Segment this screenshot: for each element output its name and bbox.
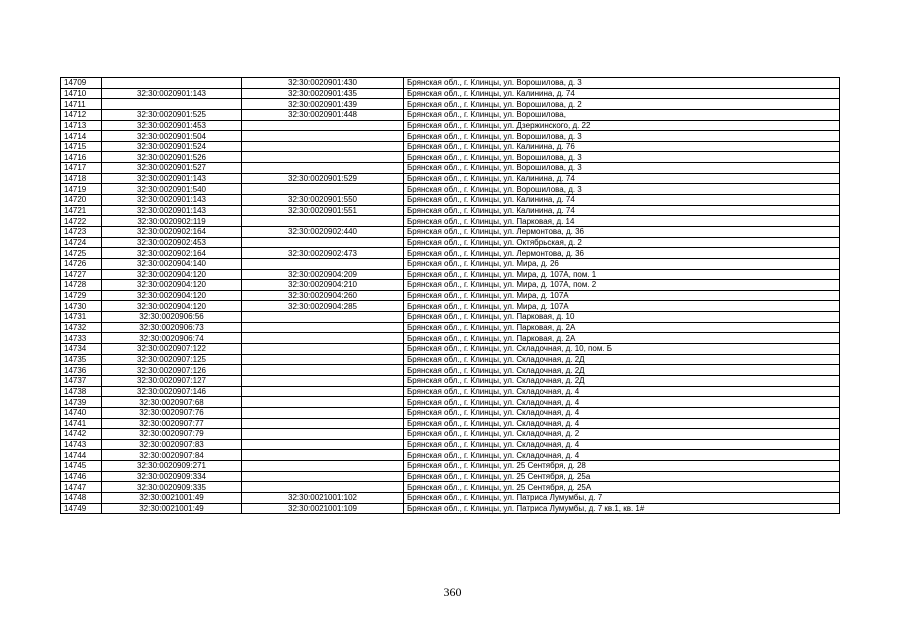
table-row: [61, 375, 840, 386]
row-number-cell: 14709: [61, 78, 102, 89]
cadastral-number-cell: 32:30:0020904:209: [242, 269, 404, 280]
cadastral-number-cell: [242, 141, 404, 152]
cadastral-number-cell: 32:30:0020901:550: [242, 195, 404, 206]
table-row: [61, 88, 840, 99]
address-cell: Брянская обл., г. Клинцы, ул. Парковая, д. 14: [404, 216, 840, 227]
cadastral-number-cell: [242, 429, 404, 440]
cadastral-number-cell: 32:30:0021001:102: [242, 492, 404, 503]
parent-cadastral-number-cell: 32:30:0020907:127: [102, 375, 242, 386]
cadastral-number-cell: [242, 482, 404, 493]
cadastral-number-cell: [242, 152, 404, 163]
address-cell: Брянская обл., г. Клинцы, ул. Парковая, д. 2А: [404, 322, 840, 333]
cadastral-number-cell: [242, 131, 404, 142]
parent-cadastral-number-cell: 32:30:0020907:122: [102, 344, 242, 355]
table-row: [61, 216, 840, 227]
parent-cadastral-number-cell: 32:30:0020907:125: [102, 354, 242, 365]
address-cell: Брянская обл., г. Клинцы, ул. 25 Сентября, д. 25а: [404, 471, 840, 482]
registry-table: [60, 77, 840, 514]
address-cell: Брянская обл., г. Клинцы, ул. Мира, д. 107А: [404, 290, 840, 301]
cadastral-number-cell: [242, 163, 404, 174]
table-row: [61, 78, 840, 89]
row-number-cell: 14735: [61, 354, 102, 365]
cadastral-number-cell: [242, 407, 404, 418]
parent-cadastral-number-cell: 32:30:0020902:453: [102, 237, 242, 248]
table-row: [61, 120, 840, 131]
parent-cadastral-number-cell: 32:30:0020901:526: [102, 152, 242, 163]
address-cell: Брянская обл., г. Клинцы, ул. Складочная, д. 2Д: [404, 365, 840, 376]
registry-table-body: [61, 78, 840, 514]
row-number-cell: 14732: [61, 322, 102, 333]
row-number-cell: 14738: [61, 386, 102, 397]
row-number-cell: 14727: [61, 269, 102, 280]
parent-cadastral-number-cell: 32:30:0020907:68: [102, 397, 242, 408]
table-row: [61, 439, 840, 450]
address-cell: Брянская обл., г. Клинцы, ул. Складочная, д. 4: [404, 397, 840, 408]
table-row: [61, 503, 840, 514]
cadastral-number-cell: 32:30:0020901:551: [242, 205, 404, 216]
address-cell: Брянская обл., г. Клинцы, ул. Калинина, д. 74: [404, 173, 840, 184]
table-row: [61, 354, 840, 365]
row-number-cell: 14714: [61, 131, 102, 142]
cadastral-number-cell: 32:30:0020904:210: [242, 280, 404, 291]
row-number-cell: 14745: [61, 461, 102, 472]
parent-cadastral-number-cell: 32:30:0020902:164: [102, 226, 242, 237]
cadastral-number-cell: 32:30:0020902:473: [242, 248, 404, 259]
parent-cadastral-number-cell: 32:30:0020907:83: [102, 439, 242, 450]
address-cell: Брянская обл., г. Клинцы, ул. Ворошилова, д. 3: [404, 131, 840, 142]
row-number-cell: 14710: [61, 88, 102, 99]
table-row: [61, 471, 840, 482]
parent-cadastral-number-cell: 32:30:0020909:335: [102, 482, 242, 493]
parent-cadastral-number-cell: 32:30:0020906:74: [102, 333, 242, 344]
address-cell: Брянская обл., г. Клинцы, ул. Калинина, д. 74: [404, 195, 840, 206]
row-number-cell: 14743: [61, 439, 102, 450]
parent-cadastral-number-cell: 32:30:0020901:540: [102, 184, 242, 195]
address-cell: Брянская обл., г. Клинцы, ул. Ворошилова, д. 3: [404, 78, 840, 89]
row-number-cell: 14724: [61, 237, 102, 248]
cadastral-number-cell: [242, 461, 404, 472]
address-cell: Брянская обл., г. Клинцы, ул. Калинина, д. 76: [404, 141, 840, 152]
table-row: [61, 407, 840, 418]
cadastral-number-cell: [242, 322, 404, 333]
table-row: [61, 248, 840, 259]
cadastral-number-cell: [242, 418, 404, 429]
table-row: [61, 397, 840, 408]
address-cell: Брянская обл., г. Клинцы, ул. Лермонтова, д. 36: [404, 248, 840, 259]
address-cell: Брянская обл., г. Клинцы, ул. Ворошилова,: [404, 109, 840, 120]
parent-cadastral-number-cell: 32:30:0020901:453: [102, 120, 242, 131]
parent-cadastral-number-cell: 32:30:0020901:143: [102, 88, 242, 99]
parent-cadastral-number-cell: [102, 99, 242, 110]
address-cell: Брянская обл., г. Клинцы, ул. Складочная, д. 2Д: [404, 375, 840, 386]
row-number-cell: 14742: [61, 429, 102, 440]
cadastral-number-cell: [242, 450, 404, 461]
row-number-cell: 14725: [61, 248, 102, 259]
row-number-cell: 14717: [61, 163, 102, 174]
table-row: [61, 482, 840, 493]
table-row: [61, 322, 840, 333]
parent-cadastral-number-cell: 32:30:0021001:49: [102, 492, 242, 503]
cadastral-number-cell: 32:30:0020902:440: [242, 226, 404, 237]
parent-cadastral-number-cell: 32:30:0020904:140: [102, 258, 242, 269]
row-number-cell: 14747: [61, 482, 102, 493]
cadastral-number-cell: 32:30:0020901:430: [242, 78, 404, 89]
table-row: [61, 184, 840, 195]
parent-cadastral-number-cell: 32:30:0020907:79: [102, 429, 242, 440]
cadastral-number-cell: [242, 344, 404, 355]
parent-cadastral-number-cell: 32:30:0020906:73: [102, 322, 242, 333]
parent-cadastral-number-cell: 32:30:0020901:527: [102, 163, 242, 174]
parent-cadastral-number-cell: 32:30:0020902:119: [102, 216, 242, 227]
parent-cadastral-number-cell: 32:30:0020907:77: [102, 418, 242, 429]
parent-cadastral-number-cell: 32:30:0020906:56: [102, 312, 242, 323]
parent-cadastral-number-cell: 32:30:0020901:504: [102, 131, 242, 142]
address-cell: Брянская обл., г. Клинцы, ул. Калинина, д. 74: [404, 205, 840, 216]
parent-cadastral-number-cell: 32:30:0020907:84: [102, 450, 242, 461]
address-cell: Брянская обл., г. Клинцы, ул. Ворошилова, д. 2: [404, 99, 840, 110]
cadastral-number-cell: 32:30:0020901:529: [242, 173, 404, 184]
row-number-cell: 14730: [61, 301, 102, 312]
row-number-cell: 14728: [61, 280, 102, 291]
address-cell: Брянская обл., г. Клинцы, ул. Складочная, д. 4: [404, 439, 840, 450]
row-number-cell: 14744: [61, 450, 102, 461]
table-row: [61, 109, 840, 120]
cadastral-number-cell: [242, 258, 404, 269]
cadastral-number-cell: [242, 397, 404, 408]
cadastral-number-cell: [242, 312, 404, 323]
address-cell: Брянская обл., г. Клинцы, ул. Мира, д. 107А: [404, 301, 840, 312]
table-row: [61, 195, 840, 206]
row-number-cell: 14723: [61, 226, 102, 237]
address-cell: Брянская обл., г. Клинцы, ул. Складочная, д. 4: [404, 407, 840, 418]
address-cell: Брянская обл., г. Клинцы, ул. Дзержинского, д. 22: [404, 120, 840, 131]
row-number-cell: 14749: [61, 503, 102, 514]
row-number-cell: 14712: [61, 109, 102, 120]
parent-cadastral-number-cell: [102, 78, 242, 89]
table-row: [61, 152, 840, 163]
address-cell: Брянская обл., г. Клинцы, ул. Складочная, д. 10, пом. Б: [404, 344, 840, 355]
row-number-cell: 14721: [61, 205, 102, 216]
row-number-cell: 14729: [61, 290, 102, 301]
address-cell: Брянская обл., г. Клинцы, ул. Октябрьская, д. 2: [404, 237, 840, 248]
row-number-cell: 14736: [61, 365, 102, 376]
table-row: [61, 344, 840, 355]
table-row: [61, 131, 840, 142]
row-number-cell: 14734: [61, 344, 102, 355]
address-cell: Брянская обл., г. Клинцы, ул. Патриса Лумумбы, д. 7 кв.1, кв. 1#: [404, 503, 840, 514]
row-number-cell: 14715: [61, 141, 102, 152]
row-number-cell: 14733: [61, 333, 102, 344]
parent-cadastral-number-cell: 32:30:0020904:120: [102, 280, 242, 291]
parent-cadastral-number-cell: 32:30:0020904:120: [102, 269, 242, 280]
parent-cadastral-number-cell: 32:30:0020901:525: [102, 109, 242, 120]
address-cell: Брянская обл., г. Клинцы, ул. Парковая, д. 10: [404, 312, 840, 323]
parent-cadastral-number-cell: 32:30:0020909:334: [102, 471, 242, 482]
table-row: [61, 492, 840, 503]
row-number-cell: 14716: [61, 152, 102, 163]
table-row: [61, 312, 840, 323]
cadastral-number-cell: [242, 439, 404, 450]
parent-cadastral-number-cell: 32:30:0020904:120: [102, 290, 242, 301]
address-cell: Брянская обл., г. Клинцы, ул. 25 Сентября, д. 28: [404, 461, 840, 472]
address-cell: Брянская обл., г. Клинцы, ул. Мира, д. 26: [404, 258, 840, 269]
address-cell: Брянская обл., г. Клинцы, ул. Калинина, д. 74: [404, 88, 840, 99]
row-number-cell: 14741: [61, 418, 102, 429]
row-number-cell: 14719: [61, 184, 102, 195]
table-row: [61, 280, 840, 291]
table-row: [61, 418, 840, 429]
parent-cadastral-number-cell: 32:30:0020907:76: [102, 407, 242, 418]
row-number-cell: 14731: [61, 312, 102, 323]
address-cell: Брянская обл., г. Клинцы, ул. Парковая, д. 2А: [404, 333, 840, 344]
table-row: [61, 365, 840, 376]
cadastral-number-cell: [242, 471, 404, 482]
parent-cadastral-number-cell: 32:30:0020901:143: [102, 173, 242, 184]
cadastral-number-cell: [242, 365, 404, 376]
parent-cadastral-number-cell: 32:30:0021001:49: [102, 503, 242, 514]
cadastral-number-cell: [242, 184, 404, 195]
row-number-cell: 14722: [61, 216, 102, 227]
row-number-cell: 14713: [61, 120, 102, 131]
table-row: [61, 333, 840, 344]
parent-cadastral-number-cell: 32:30:0020907:126: [102, 365, 242, 376]
cadastral-number-cell: [242, 386, 404, 397]
address-cell: Брянская обл., г. Клинцы, ул. Складочная, д. 2Д: [404, 354, 840, 365]
parent-cadastral-number-cell: 32:30:0020902:164: [102, 248, 242, 259]
table-row: [61, 258, 840, 269]
address-cell: Брянская обл., г. Клинцы, ул. Складочная, д. 4: [404, 418, 840, 429]
table-row: [61, 163, 840, 174]
cadastral-number-cell: 32:30:0020901:448: [242, 109, 404, 120]
parent-cadastral-number-cell: 32:30:0020909:271: [102, 461, 242, 472]
row-number-cell: 14737: [61, 375, 102, 386]
table-row: [61, 301, 840, 312]
parent-cadastral-number-cell: 32:30:0020901:143: [102, 195, 242, 206]
cadastral-number-cell: 32:30:0020904:285: [242, 301, 404, 312]
cadastral-number-cell: [242, 216, 404, 227]
table-row: [61, 461, 840, 472]
cadastral-number-cell: [242, 237, 404, 248]
cadastral-number-cell: [242, 354, 404, 365]
table-row: [61, 386, 840, 397]
parent-cadastral-number-cell: 32:30:0020907:146: [102, 386, 242, 397]
address-cell: Брянская обл., г. Клинцы, ул. Ворошилова, д. 3: [404, 152, 840, 163]
parent-cadastral-number-cell: 32:30:0020904:120: [102, 301, 242, 312]
address-cell: Брянская обл., г. Клинцы, ул. Складочная, д. 4: [404, 450, 840, 461]
cadastral-number-cell: 32:30:0020901:435: [242, 88, 404, 99]
parent-cadastral-number-cell: 32:30:0020901:143: [102, 205, 242, 216]
address-cell: Брянская обл., г. Клинцы, ул. Лермонтова, д. 36: [404, 226, 840, 237]
table-row: [61, 99, 840, 110]
address-cell: Брянская обл., г. Клинцы, ул. Ворошилова, д. 3: [404, 163, 840, 174]
table-row: [61, 290, 840, 301]
table-row: [61, 226, 840, 237]
table-row: [61, 429, 840, 440]
address-cell: Брянская обл., г. Клинцы, ул. Ворошилова, д. 3: [404, 184, 840, 195]
table-row: [61, 237, 840, 248]
row-number-cell: 14711: [61, 99, 102, 110]
row-number-cell: 14718: [61, 173, 102, 184]
parent-cadastral-number-cell: 32:30:0020901:524: [102, 141, 242, 152]
cadastral-number-cell: 32:30:0020904:260: [242, 290, 404, 301]
table-row: [61, 450, 840, 461]
cadastral-number-cell: 32:30:0021001:109: [242, 503, 404, 514]
row-number-cell: 14739: [61, 397, 102, 408]
table-row: [61, 141, 840, 152]
table-row: [61, 269, 840, 280]
table-row: [61, 205, 840, 216]
address-cell: Брянская обл., г. Клинцы, ул. Мира, д. 107А, пом. 1: [404, 269, 840, 280]
table-row: [61, 173, 840, 184]
row-number-cell: 14726: [61, 258, 102, 269]
address-cell: Брянская обл., г. Клинцы, ул. Складочная, д. 4: [404, 386, 840, 397]
page-number: 360: [443, 585, 462, 599]
row-number-cell: 14740: [61, 407, 102, 418]
row-number-cell: 14720: [61, 195, 102, 206]
row-number-cell: 14746: [61, 471, 102, 482]
cadastral-number-cell: [242, 120, 404, 131]
address-cell: Брянская обл., г. Клинцы, ул. Складочная, д. 2: [404, 429, 840, 440]
cadastral-number-cell: 32:30:0020901:439: [242, 99, 404, 110]
address-cell: Брянская обл., г. Клинцы, ул. 25 Сентября, д. 25А: [404, 482, 840, 493]
address-cell: Брянская обл., г. Клинцы, ул. Патриса Лумумбы, д. 7: [404, 492, 840, 503]
address-cell: Брянская обл., г. Клинцы, ул. Мира, д. 107А, пом. 2: [404, 280, 840, 291]
cadastral-number-cell: [242, 333, 404, 344]
row-number-cell: 14748: [61, 492, 102, 503]
cadastral-number-cell: [242, 375, 404, 386]
